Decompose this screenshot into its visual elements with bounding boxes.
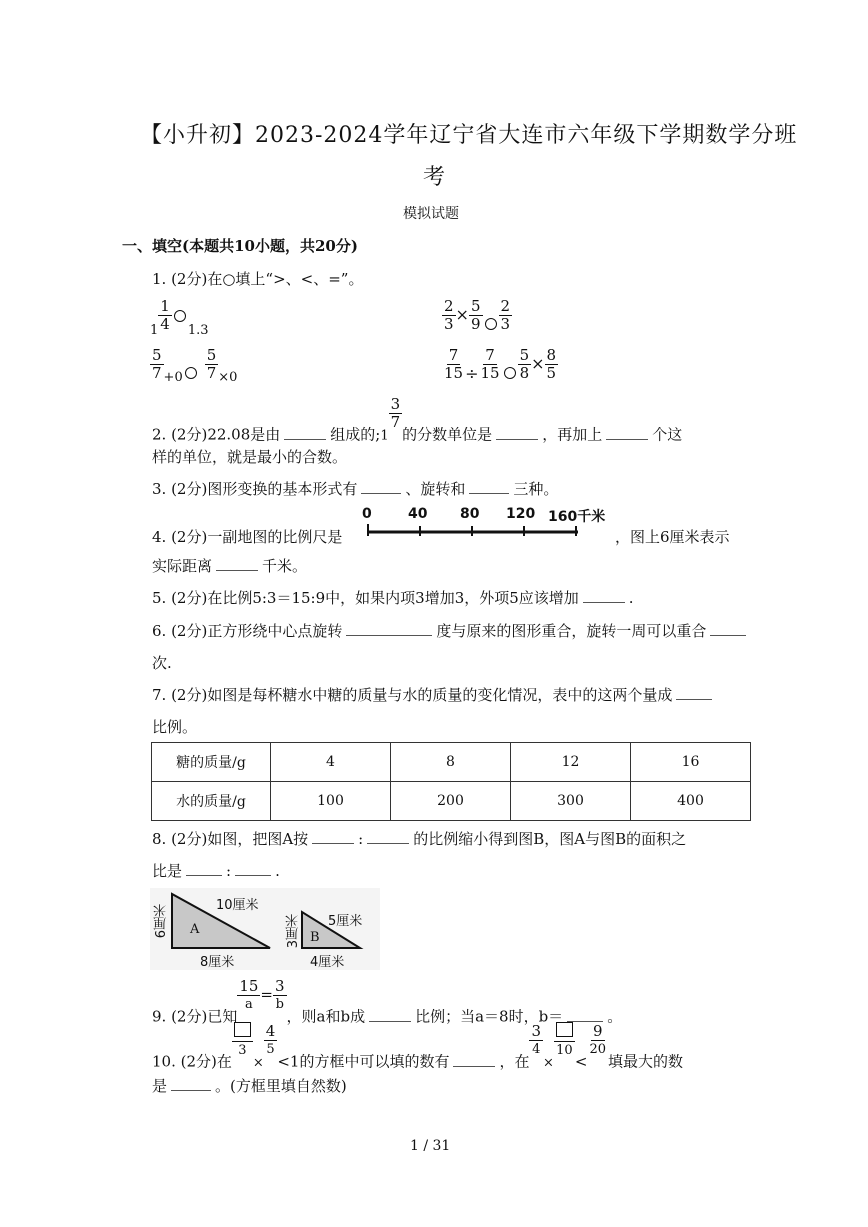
q4-line2b: 千米。: [262, 557, 308, 575]
q1-b-d2: 9: [470, 315, 481, 333]
scale-label: 160千米: [548, 509, 606, 525]
q2-part4: ，再加上: [542, 425, 603, 444]
triangle-a-base-label: 8厘米: [200, 955, 235, 970]
table-cell: 16: [631, 743, 751, 782]
answer-blank[interactable]: [369, 1007, 411, 1022]
scale-label: 40: [408, 506, 428, 522]
triangle-b-height-label: 3厘米: [286, 914, 301, 949]
q2-whole: 1: [380, 428, 389, 444]
fill-box[interactable]: [234, 1022, 251, 1037]
q2-part5: 个这: [652, 425, 683, 444]
fill-box[interactable]: [556, 1022, 573, 1037]
q1-d-n1: 7: [448, 346, 459, 364]
q8-part1: 8. (2分)如图，把图A按: [152, 830, 309, 848]
q1-d-d4: 5: [546, 364, 557, 382]
answer-blank[interactable]: [710, 621, 746, 636]
scale-label: 0: [362, 506, 372, 522]
answer-blank[interactable]: [496, 425, 538, 440]
q1-c-n1: 5: [152, 346, 162, 364]
table-cell: 400: [631, 782, 751, 821]
q10-n3: 3: [531, 1022, 542, 1040]
q1-c-tail: ×0: [218, 370, 238, 385]
scale-label: 80: [460, 506, 480, 522]
q2-part1: 2. (2分)22.08是由: [152, 425, 281, 444]
q4-line2: [152, 555, 307, 576]
compare-circle[interactable]: [174, 310, 186, 322]
q2-part2: 组成的;: [330, 425, 381, 444]
q9-part4: 。: [607, 1007, 623, 1026]
answer-blank[interactable]: [583, 588, 625, 603]
q10-d5: 20: [589, 1042, 607, 1057]
q10-d3: 4: [532, 1042, 541, 1057]
q1-a-whole: 1: [150, 323, 159, 338]
q7-part1: 7. (2分)如图是每杯糖水中糖的质量与水的质量的变化情况，表中的这两个量成: [152, 686, 673, 704]
answer-blank[interactable]: [312, 829, 354, 844]
answer-blank[interactable]: [676, 685, 712, 700]
q3-part3: 三种。: [513, 480, 559, 498]
q1-b-n2: 5: [470, 297, 481, 315]
q8-colon: :: [226, 862, 232, 880]
q10-n5: 9: [593, 1022, 603, 1040]
triangle-a-hypotenuse-label: 10厘米: [216, 898, 259, 913]
triangle-b-base-label: 4厘米: [310, 955, 345, 970]
table-cell: 4: [271, 743, 391, 782]
question-5: [152, 587, 634, 608]
q9-part1: 9. (2分)已知: [152, 1007, 238, 1026]
map-scale-bar: [360, 506, 612, 542]
q8-colon: :: [358, 830, 364, 848]
q1-a-rhs: 1.3: [187, 323, 209, 338]
q9-d1: a: [244, 997, 253, 1012]
q9-part3: 比例；当a＝8时，b＝: [415, 1007, 564, 1026]
triangle-figure: [150, 888, 380, 970]
q2-line2: 样的单位，就是最小的合数。: [152, 448, 348, 466]
q4-line2a: 实际距离: [152, 557, 213, 575]
q8-line2a: 比是: [152, 862, 183, 880]
triangle-b-label: B: [310, 930, 320, 945]
q9-n2: 3: [275, 977, 285, 995]
table-cell: 12: [511, 743, 631, 782]
q1-b-d1: 3: [444, 315, 454, 333]
q9-n1: 15: [239, 977, 259, 995]
answer-blank[interactable]: [346, 621, 432, 636]
scale-label: 120: [506, 506, 536, 522]
compare-circle[interactable]: [485, 318, 497, 330]
question-7: [152, 684, 716, 705]
q1-expr-d: $\frac{7}{15}$ ÷ $\frac{7}{15}$ $\frac{5}{8}$ × $\frac{8}{5}$: [444, 346, 557, 383]
page-number: 1 / 31: [410, 1138, 451, 1154]
table-row: [152, 743, 751, 782]
q1-b-n1: 2: [444, 297, 454, 315]
q10-times: ×: [543, 1055, 554, 1071]
doc-title-line1: 【小升初】2023-2024学年辽宁省大连市六年级下学期数学分班: [140, 123, 798, 148]
sugar-water-table: [151, 742, 751, 821]
q6-line2: 次.: [152, 654, 172, 672]
q2-den: 7: [390, 413, 401, 431]
q3-part1: 3. (2分)图形变换的基本形式有: [152, 480, 358, 498]
question-6: [152, 620, 750, 641]
q1-expr-a: [150, 298, 209, 338]
q10-part3: ，在: [499, 1052, 530, 1071]
q1-expr-b: $\frac{2}{3}$ × $\frac{5}{9}$ $\frac{2}{3}$: [444, 297, 511, 333]
q1-b-d3: 3: [500, 315, 511, 333]
question-10: [152, 1022, 683, 1072]
q1-c-n2: 5: [206, 346, 217, 364]
question-1-text: 1. (2分)在○填上“>、<、=”。: [152, 270, 364, 288]
table-cell: 水的质量/g: [152, 782, 271, 821]
q10-times: ×: [252, 1055, 264, 1071]
q1-expr-c: [150, 347, 237, 385]
q10-lt: <: [574, 1052, 588, 1071]
q1-d-n3: 5: [519, 346, 530, 364]
q1-a-num: 1: [160, 297, 170, 315]
q1-c-d2: 7: [206, 364, 217, 382]
q8-line2b: .: [275, 862, 280, 880]
q1-d-n4: 8: [546, 346, 557, 364]
q10-line2b: 。(方框里填自然数): [215, 1077, 347, 1095]
q1-a-den: 4: [160, 315, 170, 333]
triangle-a-height-label: 6厘米: [154, 904, 169, 939]
question-3: [152, 478, 558, 499]
answer-blank[interactable]: [367, 829, 409, 844]
q10-d4: 10: [556, 1043, 573, 1058]
answer-blank[interactable]: [453, 1052, 495, 1067]
q10-part1: 10. (2分)在: [152, 1052, 232, 1071]
table-cell: 300: [511, 782, 631, 821]
table-cell: 糖的质量/g: [152, 743, 271, 782]
q10-part4: 填最大的数: [608, 1052, 684, 1071]
question-9: [152, 978, 622, 1027]
answer-blank[interactable]: [606, 425, 648, 440]
q1-d-n2: 7: [485, 346, 495, 364]
answer-blank[interactable]: [235, 861, 271, 876]
q3-part2: 、旋转和: [405, 480, 466, 498]
q9-d2: b: [275, 997, 284, 1012]
question-8: [152, 828, 686, 849]
compare-circle[interactable]: [185, 367, 197, 379]
q4-part1: 4. (2分)一副地图的比例尺是: [152, 528, 343, 546]
q10-n2: 4: [265, 1022, 276, 1040]
doc-subtitle: 模拟试题: [403, 206, 459, 222]
section-heading: 一、填空(本题共10小题，共20分): [122, 237, 358, 255]
q5-part2: .: [628, 589, 634, 607]
triangle-a-label: A: [190, 922, 200, 937]
q7-line2: 比例。: [152, 718, 198, 736]
q6-part1: 6. (2分)正方形绕中心点旋转: [152, 622, 343, 640]
q4-part2: ，图上6厘米表示: [615, 528, 730, 546]
q1-d-d3: 8: [519, 364, 530, 382]
q1-b-n3: 2: [500, 297, 511, 315]
q5-part1: 5. (2分)在比例5:3＝15:9中，如果内项3增加3，外项5应该增加: [152, 589, 579, 607]
q9-eq: =: [260, 985, 273, 1004]
compare-circle[interactable]: [504, 367, 516, 379]
answer-blank[interactable]: [216, 556, 258, 571]
answer-blank[interactable]: [284, 425, 326, 440]
table-cell: 200: [391, 782, 511, 821]
doc-title-line2: 考: [423, 165, 447, 190]
table-cell: 8: [391, 743, 511, 782]
q8-line2: [152, 860, 280, 881]
answer-blank[interactable]: [361, 479, 401, 494]
q10-part2: <1的方框中可以填的数有: [277, 1052, 450, 1071]
question-2: [152, 396, 682, 445]
q10-line2: [152, 1075, 347, 1096]
q6-part2: 度与原来的图形重合，旋转一周可以重合: [436, 622, 707, 640]
answer-blank[interactable]: [469, 479, 509, 494]
q1-d-d2: 15: [480, 364, 500, 382]
triangle-b-hypotenuse-label: 5厘米: [328, 914, 363, 929]
answer-blank[interactable]: [171, 1076, 211, 1091]
q2-part3: 的分数单位是: [402, 425, 493, 444]
table-row: [152, 782, 751, 821]
q10-d2: 5: [266, 1042, 275, 1057]
q8-part2: 的比例缩小得到图B，图A与图B的面积之: [413, 830, 687, 848]
q2-num: 3: [390, 395, 401, 413]
q1-c-mid: +0: [163, 370, 183, 385]
answer-blank[interactable]: [567, 1007, 603, 1022]
q10-d1: 3: [238, 1043, 247, 1058]
q9-part2: ，则a和b成: [286, 1007, 366, 1026]
answer-blank[interactable]: [186, 861, 222, 876]
q1-c-d1: 7: [152, 364, 162, 382]
q1-d-d1: 15: [444, 364, 464, 382]
table-cell: 100: [271, 782, 391, 821]
q10-line2a: 是: [152, 1077, 168, 1095]
